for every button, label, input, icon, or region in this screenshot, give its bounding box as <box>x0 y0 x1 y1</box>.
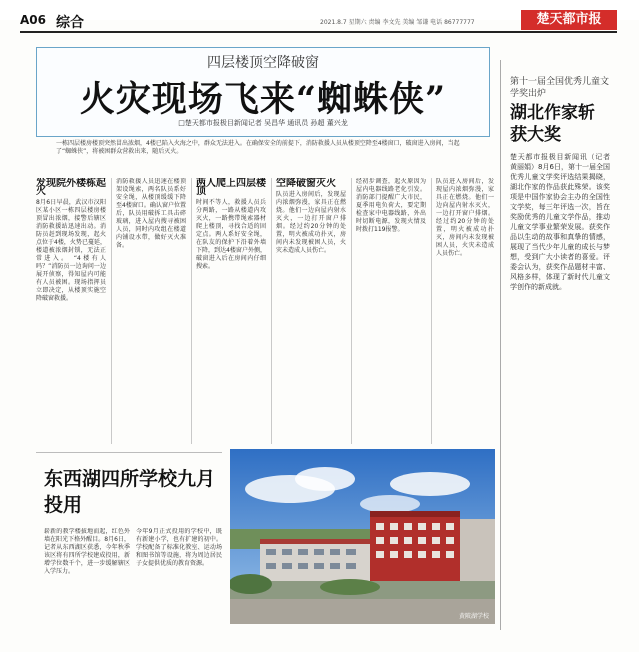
subhead-3: 空降破窗灭火 <box>276 178 336 189</box>
school-photo-illustration <box>230 449 495 624</box>
subhead-2: 两人爬上四层楼顶 <box>196 178 266 197</box>
story-divider <box>36 452 222 453</box>
story-column-1 <box>36 178 106 444</box>
column-text: 时间不等人，救援人员兵分两路，一路从楼道内攻灭火，一路携带绳索器材爬上楼顶，寻找合适的固定点。两人系好安全绳，在队友的保护下沿着外墙下降，到达4楼窗户外侧，破窗进入后在房间内仔细搜索。 <box>196 199 266 270</box>
header-rule <box>20 31 617 33</box>
story-column-4 <box>276 178 346 444</box>
section-title: 综合 <box>56 15 84 31</box>
story2-column-2: 今年9月正式投用的学校中，既有新建小学，也有扩建的初中。学校配备了标准化教室、运动场和图书馆等设施，将为周边居民子女提供优质的教育资源。 <box>136 528 222 567</box>
page-number: A06 <box>20 13 46 27</box>
sidebar-divider <box>500 60 501 630</box>
headline-box <box>36 47 490 137</box>
story-headline: 火灾现场飞来“蜘蛛侠” <box>79 79 447 120</box>
photo-credit: 黄陂湖学校 <box>458 613 489 620</box>
sidebar-body: 楚天都市报极目新闻讯（记者 黄丽娟）8月6日，第十一届全国优秀儿童文学奖评选结果揭晓，湖北作家的作品获此殊荣。该奖项是中国作家协会主办的全国性文学奖，每三年评选一次，旨在奖励优秀的儿童文学作品，推动儿童文学事业繁荣发展。获奖作品以生动的故事和真挚的情感，展现了当代少年儿童的成长与梦想，受到广大小读者的喜爱。评委会认为，获奖作品题材丰富、风格多样，体现了新时代儿童文学创作的新成就。 <box>510 153 610 291</box>
date-line: 2021.8.7 星期六 责编 李文先 美编 邹谦 电话 86777777 <box>320 19 475 26</box>
column-text: 队员进入房间后，发现屋内浓烟弥漫，家具正在燃烧。他们一边向屋内射水灭火，一边打开窗户排烟。经过约20分钟的处置，明火被成功扑灭，房间内未发现被困人员，火灾未造成人员伤亡。 <box>436 178 494 257</box>
story-column-6 <box>436 178 494 444</box>
page-header <box>20 12 617 30</box>
column-text: 经初步调查，起火原因为屋内电器线路老化引发。消防部门提醒广大市民，夏季用电负荷大，要定期检查家中电器线路，外出时切断电源，发现火情及时拨打119报警。 <box>356 178 426 233</box>
story-lead: 一栋四层楼房楼顶突然冒出浓烟，4楼已陷入火海之中，群众无法进入。在确保安全的前提下，消防救援人员从楼顶空降至4楼窗口，破窗进入房间，当起了“蜘蛛侠”，将被困群众营救出来，随后灭火。 <box>56 140 460 155</box>
story-column-5 <box>356 178 426 444</box>
subhead-1: 发现院外楼栋起火 <box>36 178 106 197</box>
newspaper-logo: 楚天都市报 <box>521 10 617 30</box>
column-text: 队员进入房间后，发现屋内浓烟弥漫，家具正在燃烧。他们一边向屋内射水灭火，一边打开窗户排烟。经过约20分钟的处置，明火被成功扑灭，房间内未发现被困人员，火灾未造成人员伤亡。 <box>276 191 346 254</box>
story2-column-1: 崭新的教学楼拔地而起，红色外墙在阳光下格外醒目。8月6日，记者从东西湖区获悉，今年秋季该区将有四所学校建成投用，新增学位数千个，进一步缓解辖区入学压力。 <box>44 528 130 575</box>
school-photo <box>230 449 495 624</box>
story-byline: □楚天都市报极目新闻记者 吴昌华 通讯员 孙超 董兴龙 <box>178 119 348 127</box>
story-column-3 <box>196 178 266 444</box>
sidebar-kicker: 第十一届全国优秀儿童文学奖出炉 <box>510 77 610 99</box>
column-text: 消防救援人员迅速在楼顶架设绳索，两名队员系好安全绳，从楼顶缓缓下降至4楼窗口。确认窗户位置后，队员用破拆工具击碎玻璃，进入屋内搜寻被困人员，同时内攻组在楼道内铺设水带，做好灭火准备。 <box>116 178 186 249</box>
story-kicker: 四层楼顶空降破窗 <box>207 55 319 71</box>
story2-headline: 东西湖四所学校九月投用 <box>44 468 216 516</box>
sidebar-headline: 湖北作家斩获大奖 <box>510 103 595 145</box>
story-column-2 <box>116 178 186 444</box>
column-text: 8月6日早晨，武汉市汉阳区某小区一栋四层楼房楼顶冒出浓烟，接警后辖区消防救援站迅速出动。消防员赶到现场发现，起火点位于4楼，火势已蔓延，楼道被浓烟封锁，无法正常进入。 “4楼有人吗？”消防员一边询问一边展开侦察，得知屋内可能有人员被困。现场指挥员立即决定，从楼顶实施空降破窗救援。 <box>36 199 106 302</box>
